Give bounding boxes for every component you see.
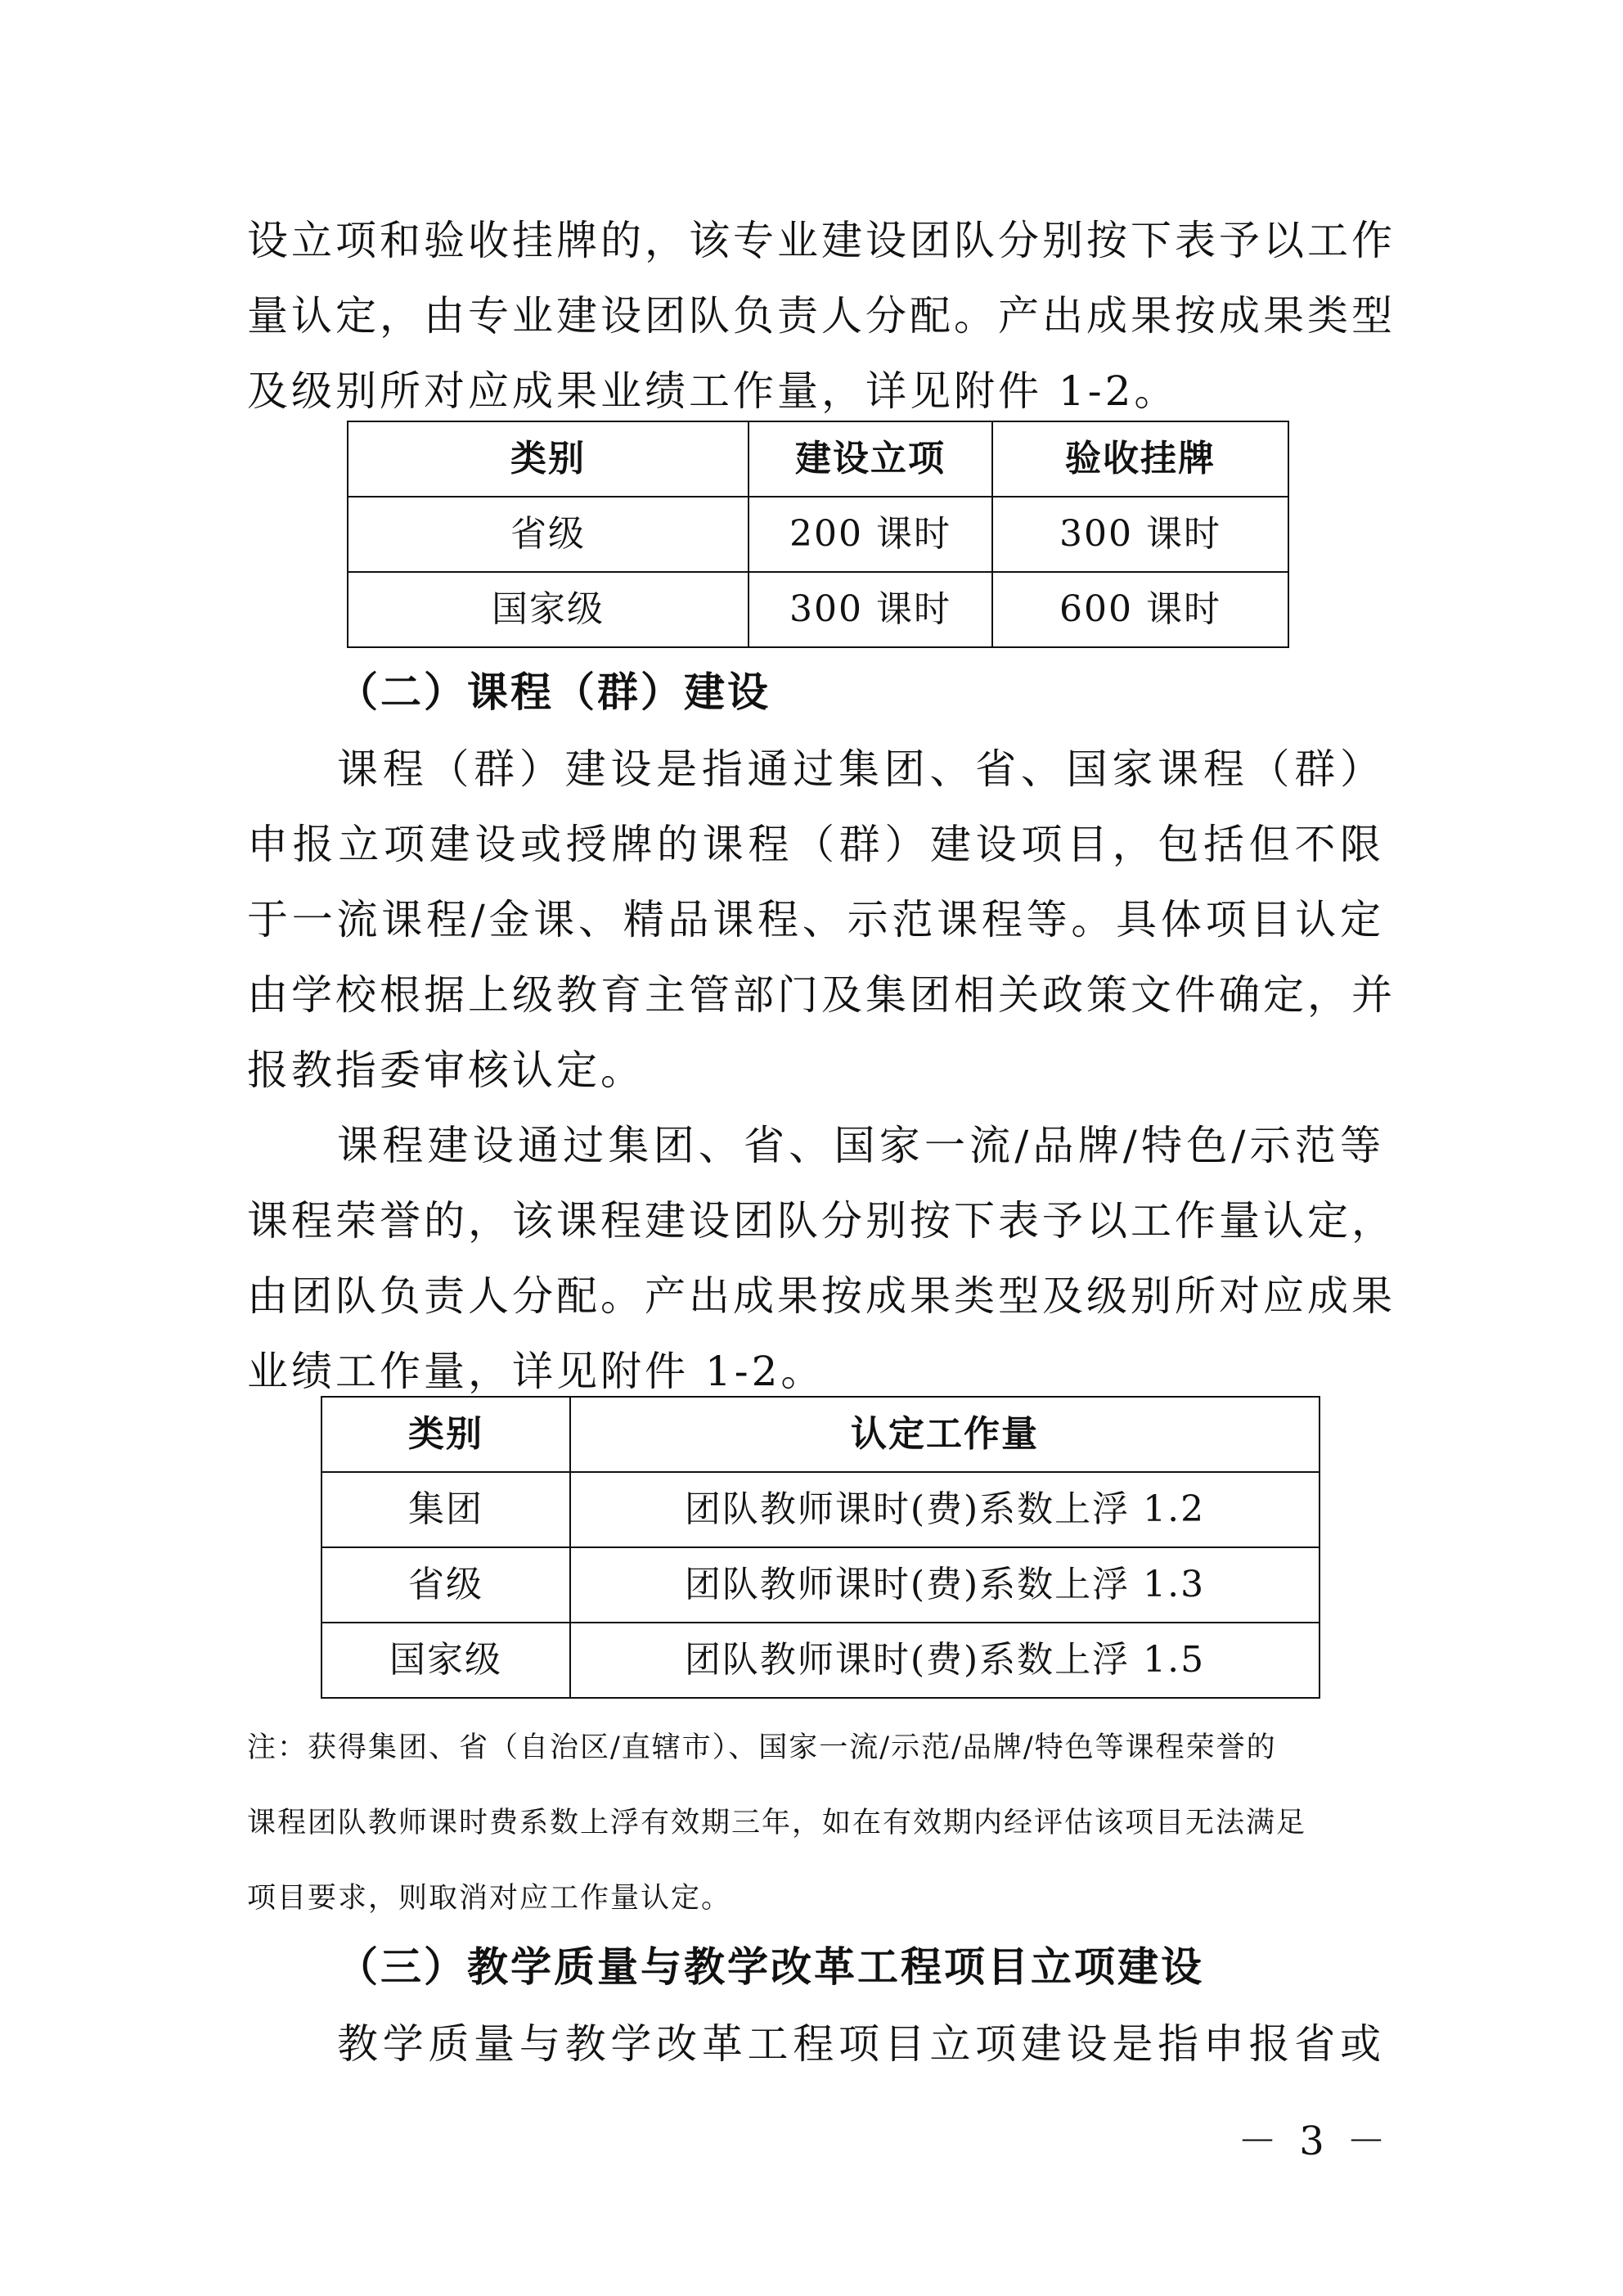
- table-cell: 国家级: [348, 572, 749, 647]
- page-number: － 3 －: [1237, 2118, 1391, 2164]
- table-cell: 省级: [348, 497, 749, 572]
- table-row: [321, 1623, 1320, 1698]
- table-cell: 团队教师课时(费)系数上浮 1.2: [570, 1472, 1320, 1547]
- table-header-cell: 验收挂牌: [992, 421, 1288, 497]
- paragraph-line: 课程建设通过集团、省、国家一流/品牌/特色/示范等: [337, 1122, 1384, 1169]
- paragraph-line: 由学校根据上级教育主管部门及集团相关政策文件确定，并: [247, 971, 1396, 1019]
- workload-table-major: [347, 421, 1289, 648]
- table-row: [348, 572, 1288, 647]
- workload-table-course: [321, 1396, 1320, 1699]
- paragraph-line: 课程荣誉的，该课程建设团队分别按下表予以工作量认定，: [247, 1197, 1396, 1245]
- paragraph-line: 设立项和验收挂牌的，该专业建设团队分别按下表予以工作: [247, 217, 1396, 264]
- table-cell: 600 课时: [992, 572, 1288, 647]
- table-cell: 团队教师课时(费)系数上浮 1.5: [570, 1623, 1320, 1698]
- table-header-cell: 建设立项: [749, 421, 992, 497]
- paragraph-line: 于一流课程/金课、精品课程、示范课程等。具体项目认定: [247, 896, 1384, 943]
- table-cell: 200 课时: [749, 497, 992, 572]
- section-heading: （三）教学质量与教学改革工程项目立项建设: [337, 1943, 1204, 1991]
- table-header-row: [321, 1397, 1320, 1472]
- table-cell: 集团: [321, 1472, 570, 1547]
- paragraph-line: 业绩工作量，详见附件 1-2。: [247, 1348, 825, 1395]
- table-cell: 300 课时: [992, 497, 1288, 572]
- table-note-line: 项目要求，则取消对应工作量认定。: [247, 1882, 732, 1915]
- paragraph-line: 由团队负责人分配。产出成果按成果类型及级别所对应成果: [247, 1272, 1396, 1320]
- table-cell: 300 课时: [749, 572, 992, 647]
- table-header-cell: 认定工作量: [570, 1397, 1320, 1472]
- table-row: [348, 497, 1288, 572]
- table-note-line: 注：获得集团、省（自治区/直辖市）、国家一流/示范/品牌/特色等课程荣誉的: [247, 1731, 1277, 1764]
- table-note-line: 课程团队教师课时费系数上浮有效期三年，如在有效期内经评估该项目无法满足: [247, 1807, 1307, 1839]
- paragraph-line: 报教指委审核认定。: [247, 1047, 645, 1094]
- table-cell: 省级: [321, 1547, 570, 1623]
- table-header-cell: 类别: [348, 421, 749, 497]
- paragraph-line: 教学质量与教学改革工程项目立项建设是指申报省或: [337, 2020, 1384, 2068]
- table-header-row: [348, 421, 1288, 497]
- table-row: [321, 1547, 1320, 1623]
- paragraph-line: 量认定，由专业建设团队负责人分配。产出成果按成果类型: [247, 292, 1396, 340]
- table-cell: 国家级: [321, 1623, 570, 1698]
- paragraph-line: 课程（群）建设是指通过集团、省、国家课程（群）: [337, 745, 1384, 793]
- paragraph-line: 申报立项建设或授牌的课程（群）建设项目，包括但不限: [247, 821, 1384, 868]
- section-heading: （二）课程（群）建设: [337, 669, 771, 716]
- table-header-cell: 类别: [321, 1397, 570, 1472]
- table-row: [321, 1472, 1320, 1547]
- table-cell: 团队教师课时(费)系数上浮 1.3: [570, 1547, 1320, 1623]
- paragraph-line: 及级别所对应成果业绩工作量，详见附件 1-2。: [247, 367, 1179, 415]
